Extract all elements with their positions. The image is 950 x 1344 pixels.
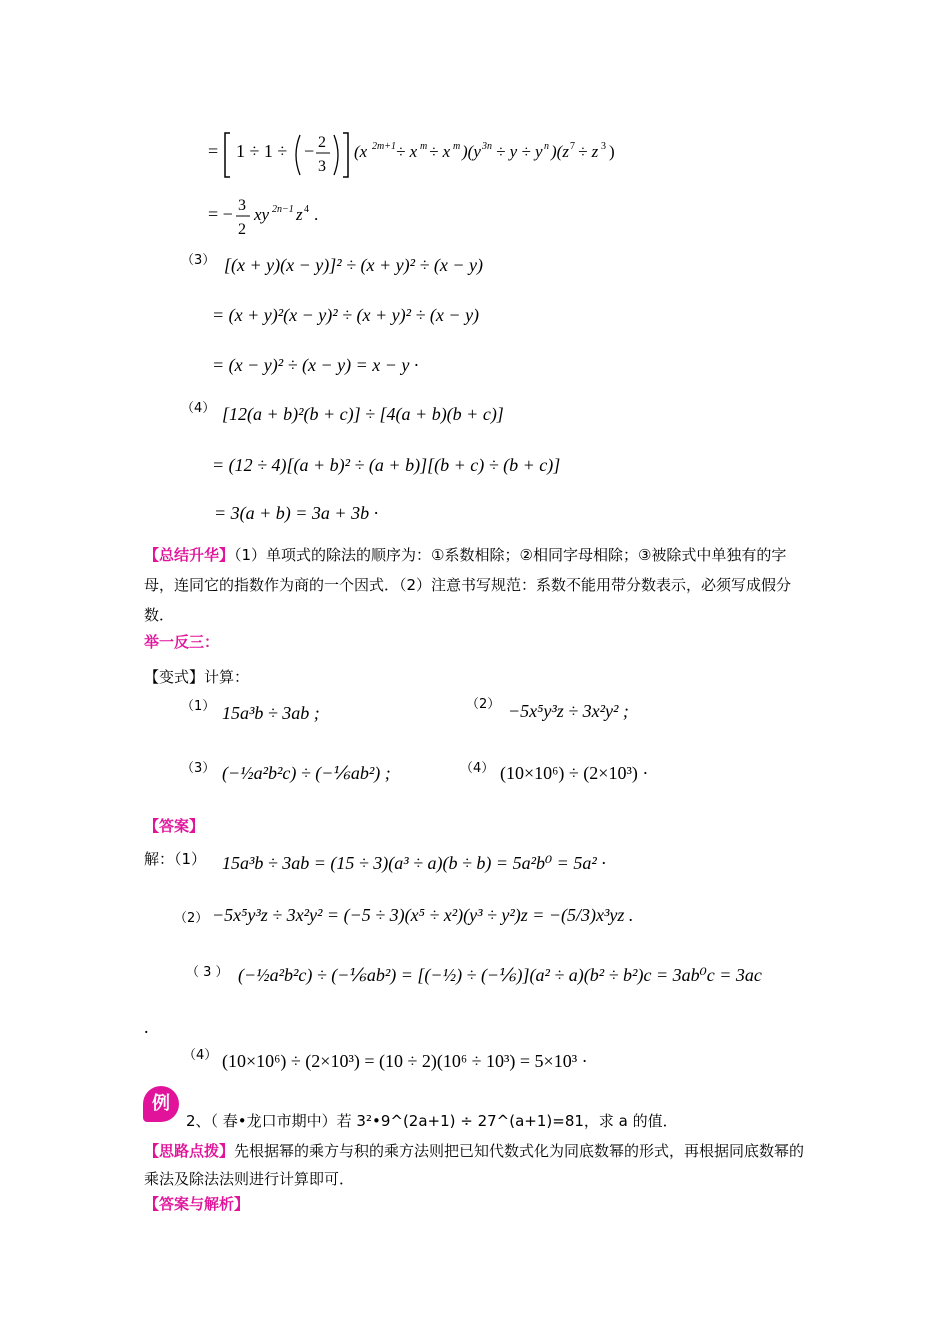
svg-text:)(y: )(y: [462, 142, 481, 161]
variant-q3-number: （3）: [181, 761, 216, 776]
answer-4-number: （4）: [183, 1048, 218, 1063]
answer-2: −5x⁵y³z ÷ 3x²y² = (−5 ÷ 3)(x⁵ ÷ x²)(y³ ÷ y²)z = −(5/3)x³yz .: [212, 905, 634, 925]
part-3-number: （3）: [181, 253, 216, 268]
svg-text:3n: 3n: [482, 141, 492, 152]
svg-text:÷ z: ÷ z: [578, 142, 599, 161]
svg-text:): ): [609, 142, 615, 161]
hint-paragraph: [144, 1137, 816, 1193]
svg-text:m: m: [453, 141, 461, 152]
answer-intro: 解：（1）: [144, 850, 207, 868]
variant-q4: (10×10⁶) ÷ (2×10³) ·: [500, 763, 649, 783]
answer-2-number: （2）: [174, 911, 209, 926]
variant-text: 计算：: [204, 668, 250, 686]
svg-text:2: 2: [238, 221, 246, 238]
svg-text:(x: (x: [354, 142, 368, 161]
svg-text:÷ y ÷ y: ÷ y ÷ y: [496, 142, 543, 161]
variant-q3: (−½a²b²c) ÷ (−⅙ab²) ;: [222, 763, 391, 783]
svg-text:2m+1: 2m+1: [372, 141, 396, 152]
svg-text:1 ÷ 1 ÷: 1 ÷ 1 ÷: [236, 141, 288, 161]
math-line-5: = (x − y)² ÷ (x − y) = x − y ·: [212, 355, 419, 375]
answer-label: 【答案】: [144, 817, 205, 835]
svg-text:3: 3: [601, 141, 606, 152]
math-line-8: = 3(a + b) = 3a + 3b ·: [214, 503, 379, 523]
svg-text:m: m: [420, 141, 428, 152]
answer-3-dot: .: [144, 1017, 149, 1037]
answer-3: (−½a²b²c) ÷ (−⅙ab²) = [(−½) ÷ (−⅙)](a² ÷ a)(b² ÷ b²)c = 3ab⁰c = 3ac: [238, 965, 762, 985]
svg-text:7: 7: [570, 141, 575, 152]
svg-text:=: =: [208, 141, 219, 161]
summary-paragraph: [144, 540, 816, 630]
math-line-3: [(x + y)(x − y)]² ÷ (x + y)² ÷ (x − y): [224, 255, 484, 275]
summary-label: 【总结升华】: [144, 546, 235, 564]
svg-text:z: z: [296, 205, 303, 224]
answer-3-number: （ 3 ）: [186, 965, 229, 980]
example-badge-icon: 例: [143, 1086, 179, 1122]
svg-text:3: 3: [318, 158, 326, 175]
variant-q1: 15a³b ÷ 3ab ;: [222, 703, 320, 723]
svg-text:3: 3: [238, 197, 246, 214]
hint-label: 【思路点拨】: [144, 1142, 235, 1160]
svg-text:2n−1: 2n−1: [272, 204, 294, 215]
hint-text: 先根据幂的乘方与积的乘方法则把已知代数式化为同底数幂的形式，再根据同底数幂的乘法及除法法则进行计算即可．: [144, 1142, 805, 1188]
variant-q1-number: （1）: [181, 699, 216, 714]
svg-text:= −: = −: [208, 204, 233, 224]
svg-text:4: 4: [304, 204, 309, 215]
variant-q2-number: （2）: [466, 697, 501, 712]
answer-4: (10×10⁶) ÷ (2×10³) = (10 ÷ 2)(10⁶ ÷ 10³) = 5×10³ ·: [222, 1051, 588, 1071]
math-line-7: = (12 ÷ 4)[(a + b)² ÷ (a + b)][(b + c) ÷ (b + c)]: [212, 455, 561, 475]
summary-text: （1）单项式的除法的顺序为：①系数相除；②相同字母相除；③被除式中单独有的字母，连同它的指数作为商的一个因式．（2）注意书写规范：系数不能用带分数表示，必须写成假分数．: [144, 546, 792, 624]
svg-text:−: −: [304, 141, 315, 161]
svg-text:.: .: [314, 205, 319, 224]
example2-question: 2、（ 春•龙口市期中）若 3²•9^(2a+1) ÷ 27^(a+1)=81，求 a 的值．: [186, 1112, 678, 1130]
math-line-4: = (x + y)²(x − y)² ÷ (x + y)² ÷ (x − y): [212, 305, 480, 325]
svg-text:2: 2: [318, 134, 326, 151]
svg-text:÷ x: ÷ x: [396, 142, 418, 161]
variant-q2: −5x⁵y³z ÷ 3x²y² ;: [508, 701, 629, 721]
practice-heading: 举一反三：: [144, 633, 220, 651]
answer-1: 15a³b ÷ 3ab = (15 ÷ 3)(a³ ÷ a)(b ÷ b) = 5a²b⁰ = 5a² ·: [222, 853, 606, 873]
variant-q4-number: （4）: [460, 761, 495, 776]
variant-line: [144, 666, 249, 688]
solution-label: 【答案与解析】: [144, 1195, 250, 1213]
formula-l2: [208, 190, 388, 240]
svg-text:÷ x: ÷ x: [429, 142, 451, 161]
math-line-6: [12(a + b)²(b + c)] ÷ [4(a + b)(b + c)]: [222, 404, 504, 424]
svg-text:n: n: [544, 141, 549, 152]
formula-l1: [208, 127, 648, 183]
svg-text:xy: xy: [254, 205, 270, 224]
variant-label: 【变式】: [144, 668, 205, 686]
part-4-number: （4）: [181, 401, 216, 416]
svg-text:)(z: )(z: [551, 142, 569, 161]
